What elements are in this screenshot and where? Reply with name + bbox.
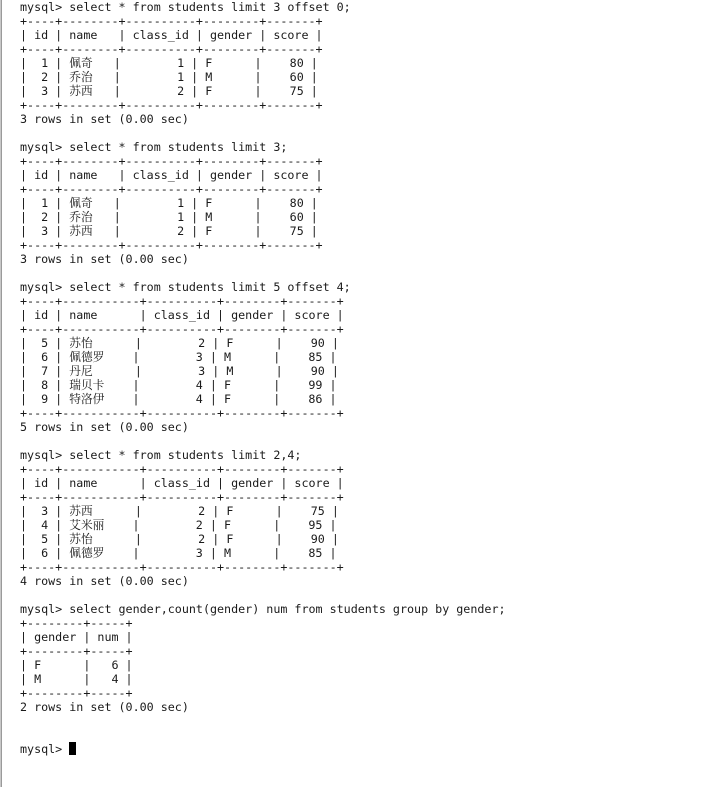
output-line bbox=[20, 126, 710, 140]
output-line: | id | name | class_id | gender | score | bbox=[20, 168, 323, 182]
output-line: +----+--------+----------+--------+-------+ bbox=[20, 238, 323, 252]
prompt-line[interactable] bbox=[20, 742, 710, 756]
mysql-prompt: mysql> bbox=[20, 742, 70, 756]
output-line bbox=[20, 588, 710, 602]
output-line: | 4 | 艾米丽 | 2 | F | 95 | bbox=[20, 518, 337, 532]
output-line: 4 rows in set (0.00 sec) bbox=[20, 574, 189, 588]
output-line: +--------+-----+ bbox=[20, 686, 133, 700]
output-line: mysql> select * from students limit 5 offset 4; bbox=[20, 280, 351, 294]
output-line: | 9 | 特洛伊 | 4 | F | 86 | bbox=[20, 392, 337, 406]
output-line: | F | 6 | bbox=[20, 658, 133, 672]
output-line bbox=[20, 266, 710, 280]
output-line: | 6 | 佩德罗 | 3 | M | 85 | bbox=[20, 546, 337, 560]
output-line: 3 rows in set (0.00 sec) bbox=[20, 252, 189, 266]
output-line: | 6 | 佩德罗 | 3 | M | 85 | bbox=[20, 350, 337, 364]
output-line: +----+--------+----------+--------+-------+ bbox=[20, 154, 323, 168]
output-line: | 2 | 乔治 | 1 | M | 60 | bbox=[20, 70, 318, 84]
output-line: | 3 | 苏西 | 2 | F | 75 | bbox=[20, 224, 318, 238]
output-line bbox=[20, 714, 710, 728]
output-line: +----+--------+----------+--------+-------+ bbox=[20, 42, 323, 56]
output-line: +----+-----------+----------+--------+-------+ bbox=[20, 294, 344, 308]
output-line: | 2 | 乔治 | 1 | M | 60 | bbox=[20, 210, 318, 224]
output-line: | 5 | 苏怡 | 2 | F | 90 | bbox=[20, 336, 339, 350]
output-line: +----+--------+----------+--------+-------+ bbox=[20, 98, 323, 112]
output-line: 2 rows in set (0.00 sec) bbox=[20, 700, 189, 714]
output-line: | 3 | 苏西 | 2 | F | 75 | bbox=[20, 84, 318, 98]
window-edge bbox=[1, 0, 2, 787]
output-line: 3 rows in set (0.00 sec) bbox=[20, 112, 189, 126]
output-line: +----+-----------+----------+--------+-------+ bbox=[20, 462, 344, 476]
output-line: mysql> select * from students limit 3 offset 0; bbox=[20, 0, 351, 14]
output-line: | 3 | 苏西 | 2 | F | 75 | bbox=[20, 504, 339, 518]
output-line: | 5 | 苏怡 | 2 | F | 90 | bbox=[20, 532, 339, 546]
output-line: | 8 | 瑞贝卡 | 4 | F | 99 | bbox=[20, 378, 337, 392]
output-line bbox=[20, 434, 710, 448]
terminal-output bbox=[1, 0, 710, 756]
output-line: +----+-----------+----------+--------+-------+ bbox=[20, 560, 344, 574]
output-line: +----+--------+----------+--------+-------+ bbox=[20, 14, 323, 28]
output-line: +----+-----------+----------+--------+-------+ bbox=[20, 322, 344, 336]
output-line bbox=[20, 728, 710, 742]
output-line: mysql> select * from students limit 2,4; bbox=[20, 448, 302, 462]
output-line: +--------+-----+ bbox=[20, 644, 133, 658]
output-line: +----+-----------+----------+--------+-------+ bbox=[20, 490, 344, 504]
output-line: +----+-----------+----------+--------+-------+ bbox=[20, 406, 344, 420]
output-line: mysql> select gender,count(gender) num from students group by gender; bbox=[20, 602, 506, 616]
output-line: | M | 4 | bbox=[20, 672, 133, 686]
output-line: 5 rows in set (0.00 sec) bbox=[20, 420, 189, 434]
output-line: | 1 | 佩奇 | 1 | F | 80 | bbox=[20, 56, 318, 70]
output-line: | 1 | 佩奇 | 1 | F | 80 | bbox=[20, 196, 318, 210]
text-cursor bbox=[69, 742, 76, 755]
output-line: mysql> select * from students limit 3; bbox=[20, 140, 288, 154]
output-line: | id | name | class_id | gender | score | bbox=[20, 28, 323, 42]
output-line: | id | name | class_id | gender | score | bbox=[20, 308, 344, 322]
output-line: +----+--------+----------+--------+-------+ bbox=[20, 182, 323, 196]
output-line: | gender | num | bbox=[20, 630, 133, 644]
output-line: | id | name | class_id | gender | score | bbox=[20, 476, 344, 490]
output-line: | 7 | 丹尼 | 3 | M | 90 | bbox=[20, 364, 339, 378]
output-line: +--------+-----+ bbox=[20, 616, 133, 630]
